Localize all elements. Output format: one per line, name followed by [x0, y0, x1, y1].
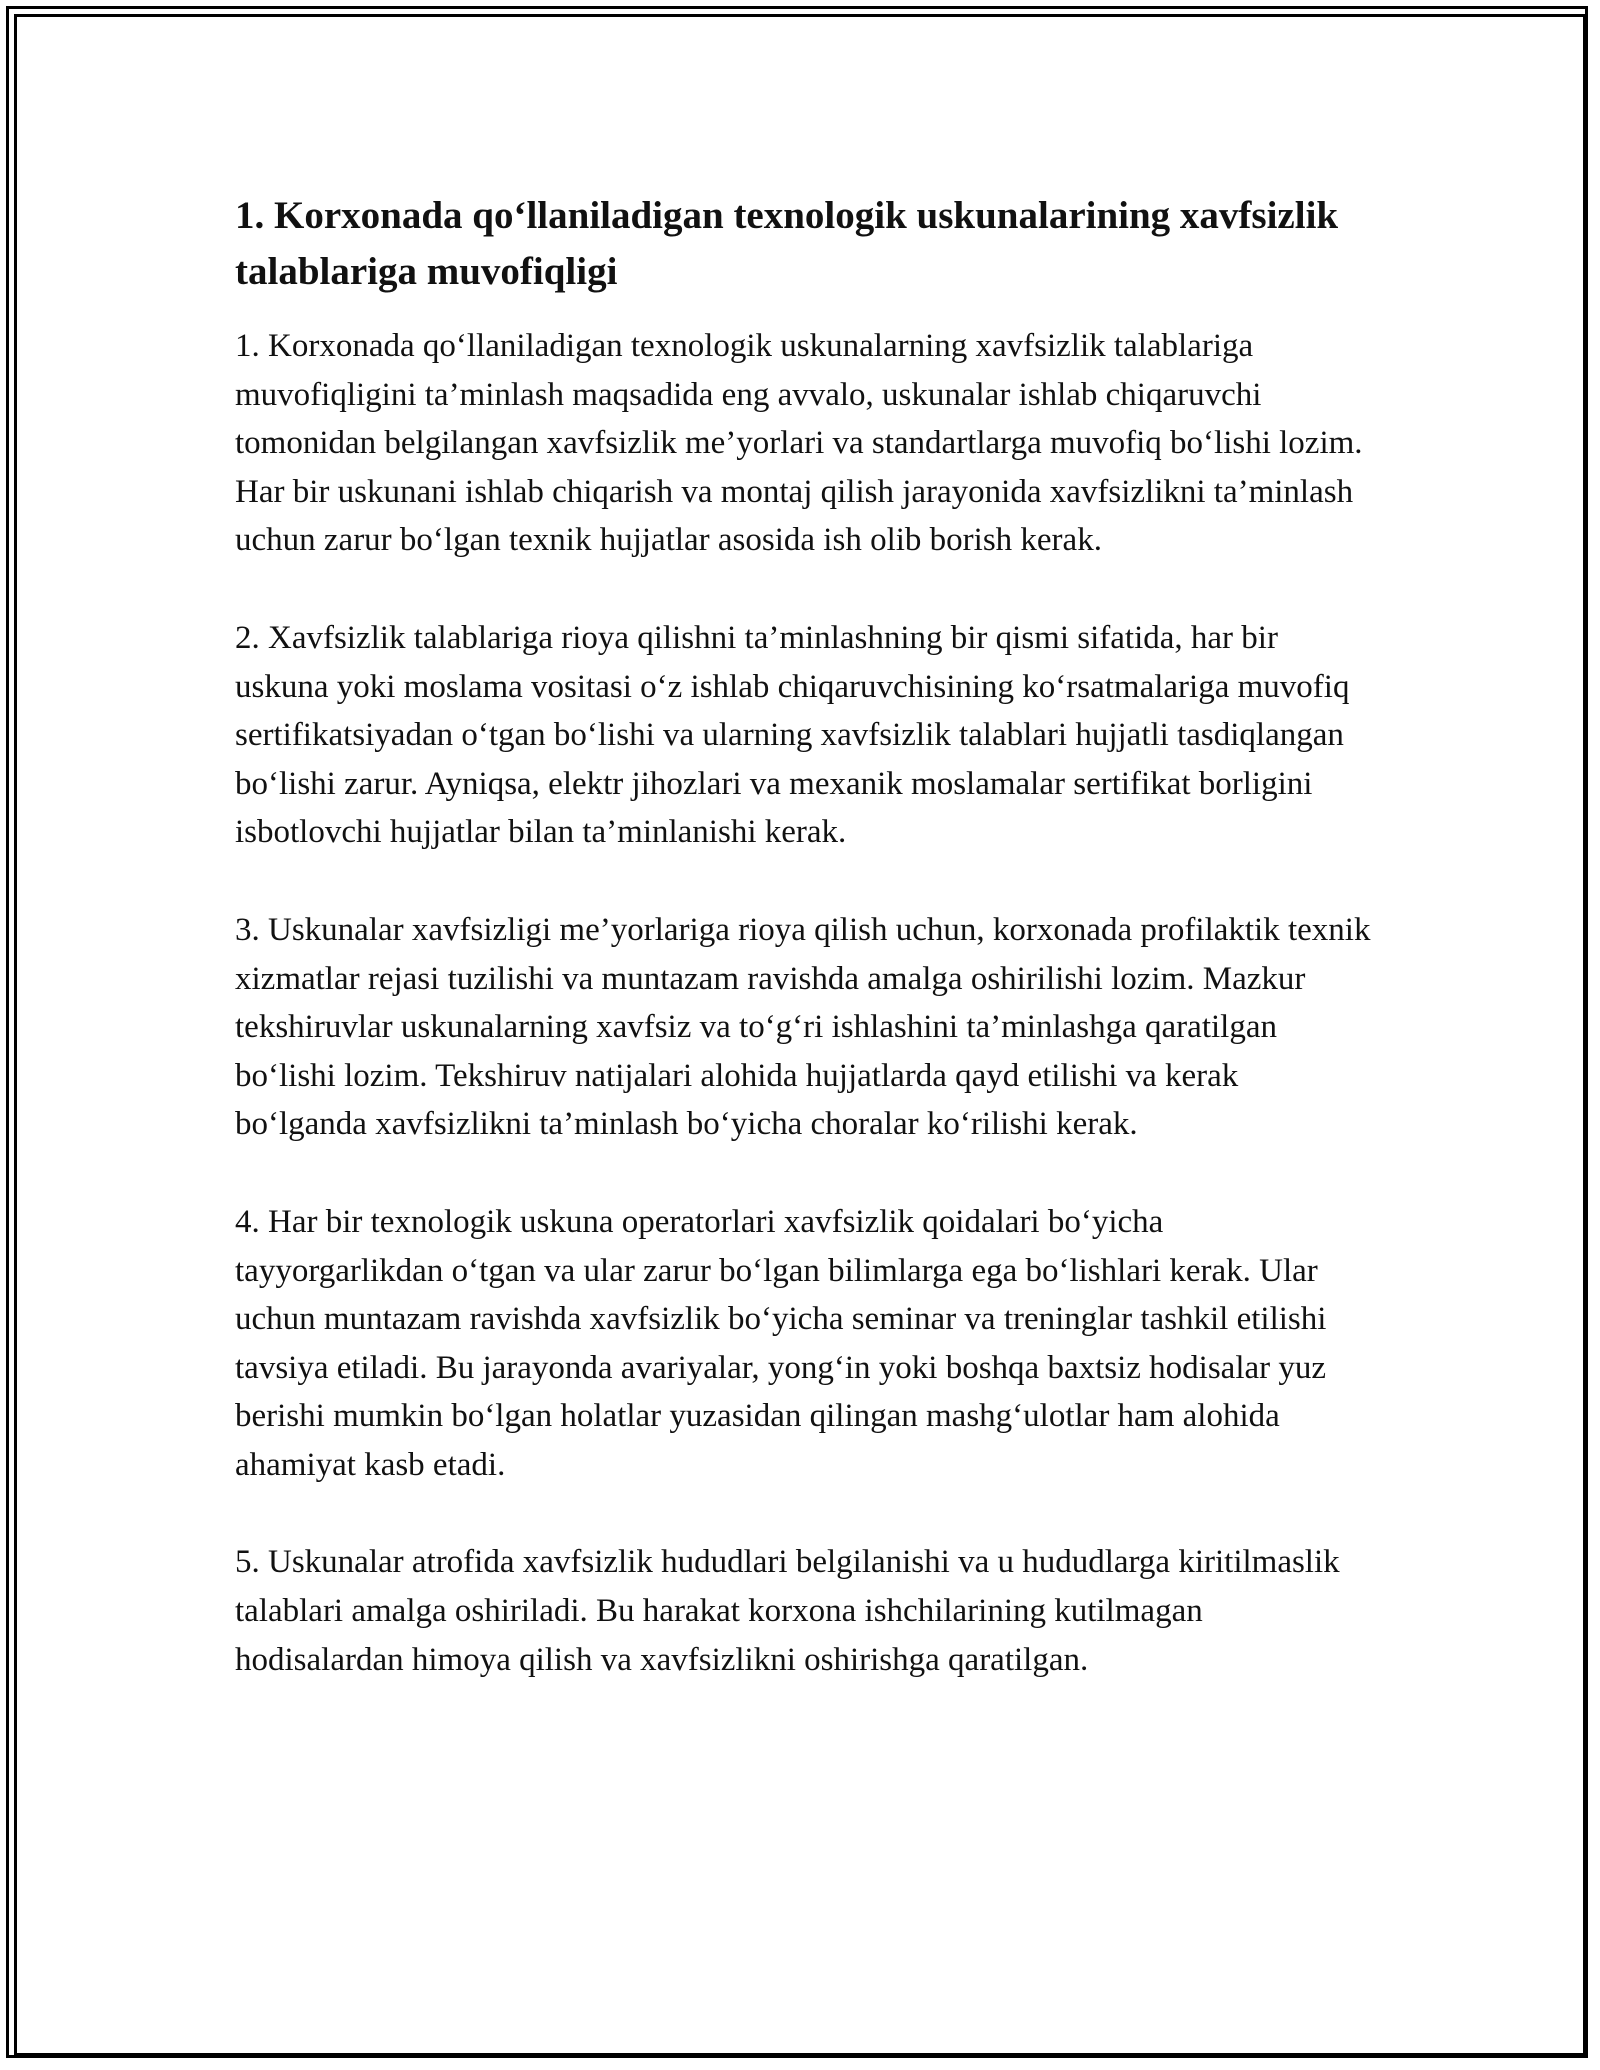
paragraph-2: 2. Xavfsizlik talablariga rioya qilishni ta’minlashning bir qismi sifatida, har bir uskuna yoki moslama vositasi o‘z ishlab chiqaruvchisining ko‘rsatmalariga muvofiq sertifikatsiyadan o‘tgan bo‘lishi va ularning xavfsizlik talablari hujjatli tasdiqlangan bo‘lishi zarur. Ayniqsa, elektr jihozlari va mexanik moslamalar sertifikat borligini isbotlovchi hujjatlar bilan ta’minlanishi kerak. — [235, 619, 1350, 851]
document-body — [235, 188, 1375, 1733]
document-title: 1. Korxonada qo‘llaniladigan texnologik uskunalarining xavfsizlik talablariga muvofiqligi — [235, 194, 1339, 293]
paragraph-4: 4. Har bir texnologik uskuna operatorlari xavfsizlik qoidalari bo‘yicha tayyorgarlikdan o‘tgan va ular zarur bo‘lgan bilimlarga ega bo‘lishlari kerak. Ular uchun muntazam ravishda xavfsizlik bo‘yicha seminar va treninglar tashkil etilishi tavsiya etiladi. Bu jarayonda avariyalar, yong‘in yoki boshqa baxtsiz hodisalar yuz berishi mumkin bo‘lgan holatlar yuzasidan qilingan mashg‘ulotlar ham alohida ahamiyat kasb etadi. — [235, 1203, 1327, 1483]
paragraph-1: 1. Korxonada qo‘llaniladigan texnologik uskunalarning xavfsizlik talablariga muvofiqligini ta’minlash maqsadida eng avvalo, uskunalar ishlab chiqaruvchi tomonidan belgilangan xavfsizlik me’yorlari va standartlarga muvofiq bo‘lishi lozim. Har bir uskunani ishlab chiqarish va montaj qilish jarayonida xavfsizlikni ta’minlash uchun zarur bo‘lgan texnik hujjatlar asosida ish olib borish kerak. — [235, 328, 1363, 559]
paragraph-3: 3. Uskunalar xavfsizligi me’yorlariga rioya qilish uchun, korxonada profilaktik texnik xizmatlar rejasi tuzilishi va muntazam ravishda amalga oshirilishi lozim. Mazkur tekshiruvlar uskunalarning xavfsiz va to‘g‘ri ishlashini ta’minlashga qaratilgan bo‘lishi lozim. Tekshiruv natijalari alohida hujjatlarda qayd etilishi va kerak bo‘lganda xavfsizlikni ta’minlash bo‘yicha choralar ko‘rilishi kerak. — [235, 911, 1371, 1143]
paragraph-5: 5. Uskunalar atrofida xavfsizlik hududlari belgilanishi va u hududlarga kiritilmaslik talablari amalga oshiriladi. Bu harakat korxona ishchilarining kutilmagan hodisalardan himoya qilish va xavfsizlikni oshirishga qaratilgan. — [235, 1544, 1340, 1678]
